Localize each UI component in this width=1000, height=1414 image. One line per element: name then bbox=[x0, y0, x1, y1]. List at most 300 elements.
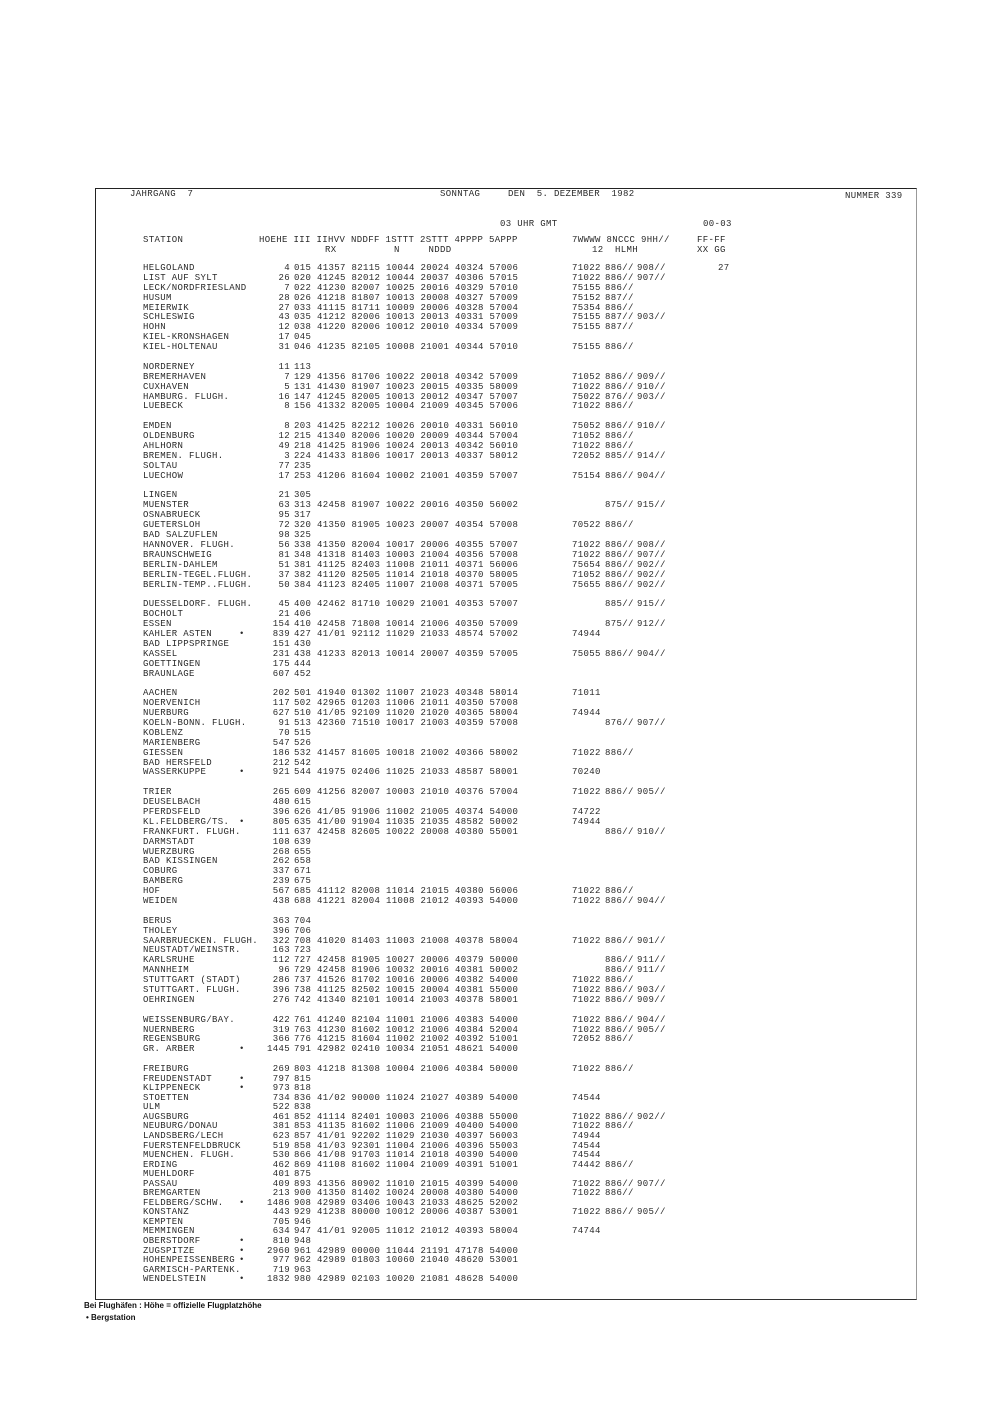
station-height: 396 bbox=[272, 985, 290, 996]
station-height: 2960 bbox=[266, 1245, 290, 1256]
mountain-marker: • bbox=[239, 816, 245, 827]
station-height: 438 bbox=[272, 896, 290, 906]
observation-groups: 452 bbox=[294, 668, 312, 679]
weather-group: 71022 bbox=[572, 272, 601, 283]
weather-group: 74722 bbox=[572, 806, 601, 817]
cloud-group: 886// bbox=[605, 401, 634, 412]
weather-group: 71022 bbox=[572, 1178, 601, 1189]
cloud-group: 886// bbox=[605, 579, 634, 590]
weather-group: 71022 bbox=[572, 747, 601, 758]
station-height: 202 bbox=[272, 688, 290, 699]
station-height: 49 bbox=[278, 441, 290, 452]
station-name: KARLSRUHE bbox=[143, 955, 195, 966]
station-name: HANNOVER. FLUGH. bbox=[143, 539, 236, 550]
station-name: KIEL-HOLTENAU bbox=[143, 342, 218, 353]
station-height: 239 bbox=[272, 876, 290, 887]
group-9: 907// bbox=[637, 549, 666, 560]
weather-group: 71022 bbox=[572, 975, 601, 986]
station-height: 96 bbox=[278, 965, 290, 976]
observation-groups: 929 41238 80000 10012 20006 40387 53001 bbox=[294, 1207, 519, 1218]
observation-groups: 542 bbox=[294, 757, 312, 768]
observation-groups: 026 41218 81807 10013 20008 40327 57009 bbox=[294, 292, 519, 303]
station-name: HOHN bbox=[143, 322, 167, 333]
station-name: BERLIN-DAHLEM bbox=[143, 559, 218, 570]
observation-groups: 501 41940 01302 11007 21023 40348 58014 bbox=[294, 688, 519, 699]
station-name: KAHLER ASTEN bbox=[143, 628, 213, 639]
station-name: HUSUM bbox=[143, 292, 172, 303]
station-name: MUENSTER bbox=[143, 500, 190, 511]
station-name: CUXHAVEN bbox=[143, 381, 190, 392]
group-9: 903// bbox=[637, 312, 666, 323]
wind-gust: 27 bbox=[718, 263, 730, 273]
mountain-marker: • bbox=[239, 1245, 245, 1256]
station-height: 461 bbox=[272, 1111, 290, 1122]
cloud-group: 886// bbox=[605, 431, 634, 442]
observation-groups: 033 41115 81711 10009 20006 40328 57004 bbox=[294, 302, 519, 313]
station-height: 27 bbox=[278, 302, 290, 313]
station-group bbox=[0, 491, 1000, 590]
station-height: 462 bbox=[272, 1159, 290, 1170]
station-height: 81 bbox=[278, 549, 290, 560]
cloud-group: 886// bbox=[605, 787, 634, 798]
group-9: 905// bbox=[637, 1207, 666, 1218]
group-9: 903// bbox=[637, 985, 666, 996]
mountain-marker: • bbox=[239, 1235, 245, 1246]
station-height: 108 bbox=[272, 836, 290, 847]
weather-group: 71022 bbox=[572, 381, 601, 392]
weather-group: 75022 bbox=[572, 391, 601, 402]
observation-groups: 727 42458 81905 10027 20006 40379 50000 bbox=[294, 955, 519, 966]
group-9: 910// bbox=[637, 826, 666, 837]
station-name: BREMERHAVEN bbox=[143, 371, 207, 382]
station-height: 319 bbox=[272, 1024, 290, 1035]
observation-groups: 708 41020 81403 11003 21008 40378 58004 bbox=[294, 935, 519, 946]
weather-group: 75654 bbox=[572, 559, 601, 570]
station-name: WASSERKUPPE bbox=[143, 767, 207, 778]
weather-group: 71022 bbox=[572, 441, 601, 452]
group-9: 915// bbox=[637, 500, 666, 511]
station-height: 43 bbox=[278, 312, 290, 323]
station-height: 530 bbox=[272, 1150, 290, 1161]
cloud-group: 886// bbox=[605, 955, 634, 966]
station-name: FUERSTENFELDBRUCK bbox=[143, 1140, 241, 1151]
station-name: TRIER bbox=[143, 787, 172, 798]
observation-groups: 815 bbox=[294, 1073, 312, 1084]
station-name: SOLTAU bbox=[143, 460, 178, 471]
station-height: 63 bbox=[278, 500, 290, 511]
column-header-wind-sub: XX GG bbox=[697, 245, 726, 255]
station-height: 21 bbox=[278, 609, 290, 620]
mountain-marker: • bbox=[239, 1255, 245, 1266]
station-name: HOF bbox=[143, 886, 161, 897]
weather-group: 71022 bbox=[572, 401, 601, 412]
weather-group: 75052 bbox=[572, 421, 601, 432]
station-name: OSNABRUECK bbox=[143, 510, 201, 521]
table-row bbox=[0, 768, 1000, 778]
group-9: 907// bbox=[637, 272, 666, 283]
mountain-marker: • bbox=[239, 1083, 245, 1094]
observation-groups: 706 bbox=[294, 925, 312, 936]
station-height: 28 bbox=[278, 292, 290, 303]
station-name: OLDENBURG bbox=[143, 431, 195, 442]
group-9: 912// bbox=[637, 619, 666, 630]
station-height: 21 bbox=[278, 490, 290, 501]
observation-groups: 235 bbox=[294, 460, 312, 471]
observation-groups: 544 41975 02406 11025 21033 48587 58001 bbox=[294, 767, 519, 778]
cloud-group: 887// bbox=[605, 292, 634, 303]
column-header-weather-sub: 12 HLMH bbox=[592, 245, 639, 255]
weather-group: 74944 bbox=[572, 708, 601, 719]
observation-groups: 791 42982 02410 10034 21051 48621 54000 bbox=[294, 1044, 519, 1055]
weather-group: 75155 bbox=[572, 312, 601, 323]
observation-groups: 852 41114 82401 10003 21006 40388 55000 bbox=[294, 1111, 519, 1122]
weather-group: 75152 bbox=[572, 292, 601, 303]
observation-groups: 961 42989 00000 11044 21191 47178 54000 bbox=[294, 1245, 519, 1256]
weather-group: 75154 bbox=[572, 470, 601, 481]
cloud-group: 885// bbox=[605, 450, 634, 461]
cloud-group: 886// bbox=[605, 1014, 634, 1025]
observation-groups: 947 41/01 92005 11012 21012 40393 58004 bbox=[294, 1226, 519, 1237]
station-name: LUECHOW bbox=[143, 470, 184, 481]
cloud-group: 886// bbox=[605, 302, 634, 313]
observation-groups: 320 41350 81905 10023 20007 40354 57008 bbox=[294, 520, 519, 531]
cloud-group: 886// bbox=[605, 520, 634, 531]
group-9: 909// bbox=[637, 371, 666, 382]
station-height: 4 bbox=[284, 263, 290, 273]
cloud-group: 886// bbox=[605, 1178, 634, 1189]
table-row bbox=[0, 1275, 1000, 1285]
observation-groups: 729 42458 81906 10032 20016 40381 50002 bbox=[294, 965, 519, 976]
observation-groups: 430 bbox=[294, 638, 312, 649]
station-name: KONSTANZ bbox=[143, 1207, 190, 1218]
cloud-group: 886// bbox=[605, 1064, 634, 1075]
station-height: 7 bbox=[284, 282, 290, 293]
station-height: 268 bbox=[272, 846, 290, 857]
station-height: 1832 bbox=[266, 1274, 290, 1285]
weather-group: 75155 bbox=[572, 282, 601, 293]
mountain-marker: • bbox=[239, 767, 245, 778]
station-name: SCHLESWIG bbox=[143, 312, 195, 323]
station-group bbox=[0, 788, 1000, 907]
station-height: 401 bbox=[272, 1169, 290, 1180]
station-name: BREMEN. FLUGH. bbox=[143, 450, 224, 461]
station-height: 212 bbox=[272, 757, 290, 768]
cloud-group: 886// bbox=[605, 975, 634, 986]
station-height: 98 bbox=[278, 530, 290, 541]
weather-group: 75354 bbox=[572, 302, 601, 313]
station-height: 95 bbox=[278, 510, 290, 521]
cloud-group: 886// bbox=[605, 935, 634, 946]
station-height: 269 bbox=[272, 1064, 290, 1075]
volume-label: JAHRGANG 7 bbox=[130, 189, 194, 199]
station-name: PASSAU bbox=[143, 1178, 178, 1189]
cloud-group: 886// bbox=[605, 886, 634, 897]
station-height: 17 bbox=[278, 470, 290, 481]
station-height: 286 bbox=[272, 975, 290, 986]
station-name: FREIBURG bbox=[143, 1064, 190, 1075]
station-height: 607 bbox=[272, 668, 290, 679]
station-name: FREUDENSTADT bbox=[143, 1073, 213, 1084]
observation-groups: 400 42462 81710 10029 21001 40353 57007 bbox=[294, 599, 519, 610]
weather-group: 74544 bbox=[572, 1150, 601, 1161]
station-name: BOCHOLT bbox=[143, 609, 184, 620]
observation-groups: 131 41430 81907 10023 20015 40335 58009 bbox=[294, 381, 519, 392]
observation-groups: 704 bbox=[294, 915, 312, 926]
group-9: 911// bbox=[637, 965, 666, 976]
station-group bbox=[0, 689, 1000, 778]
cloud-group: 886// bbox=[605, 1034, 634, 1045]
mountain-marker: • bbox=[239, 1274, 245, 1285]
station-name: BAMBERG bbox=[143, 876, 184, 887]
station-height: 567 bbox=[272, 886, 290, 897]
station-name: FRANKFURT. FLUGH. bbox=[143, 826, 241, 837]
station-height: 31 bbox=[278, 342, 290, 353]
table-row bbox=[0, 670, 1000, 680]
cloud-group: 886// bbox=[605, 470, 634, 481]
station-group bbox=[0, 363, 1000, 412]
observation-groups: 215 41340 82006 10020 20009 40344 57004 bbox=[294, 431, 519, 442]
station-height: 12 bbox=[278, 322, 290, 333]
observation-groups: 444 bbox=[294, 658, 312, 669]
station-height: 839 bbox=[272, 628, 290, 639]
station-name: KASSEL bbox=[143, 648, 178, 659]
observation-groups: 305 bbox=[294, 490, 312, 501]
weather-group: 72052 bbox=[572, 1034, 601, 1045]
observation-groups: 317 bbox=[294, 510, 312, 521]
station-height: 797 bbox=[272, 1073, 290, 1084]
observation-groups: 853 41135 81602 11006 21009 40400 54000 bbox=[294, 1121, 519, 1132]
station-height: 163 bbox=[272, 945, 290, 956]
group-9: 901// bbox=[637, 935, 666, 946]
station-name: BERLIN-TEGEL.FLUGH. bbox=[143, 569, 253, 580]
cloud-group: 886// bbox=[605, 272, 634, 283]
station-height: 522 bbox=[272, 1102, 290, 1113]
observation-groups: 113 bbox=[294, 361, 312, 372]
weekday-label: SONNTAG bbox=[440, 189, 481, 199]
station-name: REGENSBURG bbox=[143, 1034, 201, 1045]
station-height: 11 bbox=[278, 361, 290, 372]
station-name: DARMSTADT bbox=[143, 836, 195, 847]
column-header-main: HOEHE III IIHVV NDDFF 1STTT 2STTT 4PPPP 5APPP bbox=[259, 235, 518, 245]
weather-group: 71022 bbox=[572, 1111, 601, 1122]
observation-groups: 513 42360 71510 10017 21003 40359 57008 bbox=[294, 717, 519, 728]
weather-group: 71022 bbox=[572, 1014, 601, 1025]
group-9: 908// bbox=[637, 539, 666, 550]
cloud-group: 886// bbox=[605, 826, 634, 837]
observation-groups: 615 bbox=[294, 797, 312, 808]
weather-group: 71052 bbox=[572, 569, 601, 580]
observation-groups: 818 bbox=[294, 1083, 312, 1094]
group-9: 910// bbox=[637, 421, 666, 432]
observation-groups: 948 bbox=[294, 1235, 312, 1246]
observation-groups: 723 bbox=[294, 945, 312, 956]
table-row bbox=[0, 402, 1000, 412]
weather-group: 74944 bbox=[572, 628, 601, 639]
station-height: 396 bbox=[272, 925, 290, 936]
weather-group: 70522 bbox=[572, 520, 601, 531]
group-9: 904// bbox=[637, 896, 666, 906]
weather-group: 71022 bbox=[572, 1207, 601, 1218]
station-group bbox=[0, 422, 1000, 481]
station-name: MUENCHEN. FLUGH. bbox=[143, 1150, 236, 1161]
observation-groups: 035 41212 82006 10013 20013 40331 57009 bbox=[294, 312, 519, 323]
station-height: 72 bbox=[278, 520, 290, 531]
cloud-group: 886// bbox=[605, 1121, 634, 1132]
observation-groups: 338 41350 82004 10017 20006 40355 57007 bbox=[294, 539, 519, 550]
group-9: 902// bbox=[637, 579, 666, 590]
station-name: LUEBECK bbox=[143, 401, 184, 412]
station-name: ULM bbox=[143, 1102, 161, 1113]
station-name: THOLEY bbox=[143, 925, 178, 936]
observation-groups: 655 bbox=[294, 846, 312, 857]
weather-group: 71022 bbox=[572, 549, 601, 560]
observation-groups: 980 42989 02103 10020 21081 48628 54000 bbox=[294, 1274, 519, 1285]
table-row bbox=[0, 996, 1000, 1006]
station-height: 705 bbox=[272, 1216, 290, 1227]
station-height: 56 bbox=[278, 539, 290, 550]
station-height: 3 bbox=[284, 450, 290, 461]
weather-group: 74544 bbox=[572, 1140, 601, 1151]
station-name: BREMGARTEN bbox=[143, 1188, 201, 1199]
observation-groups: 866 41/08 91703 11014 21018 40390 54000 bbox=[294, 1150, 519, 1161]
station-name: GOETTINGEN bbox=[143, 658, 201, 669]
observation-groups: 658 bbox=[294, 856, 312, 867]
weather-group: 71022 bbox=[572, 1188, 601, 1199]
station-height: 443 bbox=[272, 1207, 290, 1218]
weather-group: 71052 bbox=[572, 431, 601, 442]
observation-groups: 502 42965 01203 11006 21011 40350 57008 bbox=[294, 698, 519, 709]
observation-groups: 685 41112 82008 11014 21015 40380 56006 bbox=[294, 886, 519, 897]
observation-groups: 875 bbox=[294, 1169, 312, 1180]
station-group bbox=[0, 917, 1000, 1006]
cloud-group: 886// bbox=[605, 896, 634, 906]
weather-group: 71022 bbox=[572, 985, 601, 996]
station-height: 363 bbox=[272, 915, 290, 926]
station-name: KIEL-KRONSHAGEN bbox=[143, 332, 230, 343]
station-name: MEIERWIK bbox=[143, 302, 190, 313]
station-name: AUGSBURG bbox=[143, 1111, 190, 1122]
cloud-group: 886// bbox=[605, 985, 634, 996]
group-9: 911// bbox=[637, 955, 666, 966]
observation-groups: 962 42989 01803 10060 21040 48620 53001 bbox=[294, 1255, 519, 1266]
station-name: FELDBERG/SCHW. bbox=[143, 1197, 224, 1208]
station-group bbox=[0, 1016, 1000, 1056]
observation-time: 03 UHR GMT bbox=[500, 219, 558, 229]
column-header-weather: 7WWWW 8NCCC 9HH// bbox=[572, 235, 670, 245]
station-height: 7 bbox=[284, 371, 290, 382]
station-name: GR. ARBER bbox=[143, 1044, 195, 1055]
observation-groups: 203 41425 82212 10026 20010 40331 56010 bbox=[294, 421, 519, 432]
station-name: MANNHEIM bbox=[143, 965, 190, 976]
station-name: KL.FELDBERG/TS. bbox=[143, 816, 230, 827]
station-name: BRAUNSCHWEIG bbox=[143, 549, 213, 560]
station-height: 422 bbox=[272, 1014, 290, 1025]
column-header-main-sub: RX N NDDD bbox=[325, 245, 452, 255]
station-height: 265 bbox=[272, 787, 290, 798]
station-height: 5 bbox=[284, 381, 290, 392]
station-name: MUEHLDORF bbox=[143, 1169, 195, 1180]
station-height: 396 bbox=[272, 806, 290, 817]
station-height: 111 bbox=[272, 826, 290, 837]
observation-groups: 637 42458 82605 10022 20008 40380 55001 bbox=[294, 826, 519, 837]
cloud-group: 886// bbox=[605, 282, 634, 293]
observation-groups: 406 bbox=[294, 609, 312, 620]
period-label: 00-03 bbox=[703, 219, 732, 229]
weather-group: 74944 bbox=[572, 1130, 601, 1141]
station-table bbox=[0, 264, 1000, 1295]
weather-group: 71022 bbox=[572, 994, 601, 1005]
station-name: NOERVENICH bbox=[143, 698, 201, 709]
station-name: ZUGSPITZE bbox=[143, 1245, 195, 1256]
footnote-airports: Bei Flughäfen : Höhe = offizielle Flugplatzhöhe bbox=[84, 1301, 262, 1310]
station-name: LINGEN bbox=[143, 490, 178, 501]
observation-groups: 688 41221 82004 11008 21012 40393 54000 bbox=[294, 896, 519, 906]
table-row bbox=[0, 472, 1000, 482]
observation-groups: 381 41125 82403 11008 21011 40371 56006 bbox=[294, 559, 519, 570]
observation-groups: 438 41233 82013 10014 20007 40359 57005 bbox=[294, 648, 519, 659]
station-height: 480 bbox=[272, 797, 290, 808]
cloud-group: 876// bbox=[605, 391, 634, 402]
weather-group: 71022 bbox=[572, 1064, 601, 1075]
station-group bbox=[0, 1065, 1000, 1285]
station-name: BAD HERSFELD bbox=[143, 757, 213, 768]
observation-groups: 218 41425 81906 10024 20013 40342 56010 bbox=[294, 441, 519, 452]
observation-groups: 129 41356 81706 10022 20018 40342 57009 bbox=[294, 371, 519, 382]
group-9: 904// bbox=[637, 1014, 666, 1025]
station-height: 91 bbox=[278, 717, 290, 728]
station-name: OBERSTDORF bbox=[143, 1235, 201, 1246]
mountain-marker: • bbox=[239, 628, 245, 639]
station-height: 337 bbox=[272, 866, 290, 877]
cloud-group: 886// bbox=[605, 342, 634, 353]
station-height: 921 bbox=[272, 767, 290, 778]
cloud-group: 876// bbox=[605, 717, 634, 728]
observation-groups: 045 bbox=[294, 332, 312, 343]
station-name: KOBLENZ bbox=[143, 727, 184, 738]
observation-groups: 838 bbox=[294, 1102, 312, 1113]
station-height: 262 bbox=[272, 856, 290, 867]
group-9: 902// bbox=[637, 569, 666, 580]
column-header-wind: FF-FF bbox=[697, 235, 726, 245]
station-name: LECK/NORDFRIESLAND bbox=[143, 282, 247, 293]
station-name: GIESSEN bbox=[143, 747, 184, 758]
issue-number: NUMMER 339 bbox=[845, 191, 903, 201]
observation-groups: 515 bbox=[294, 727, 312, 738]
observation-groups: 742 41340 82101 10014 21003 40378 58001 bbox=[294, 994, 519, 1005]
station-name: GUETERSLOH bbox=[143, 520, 201, 531]
station-name: PFERDSFELD bbox=[143, 806, 201, 817]
station-name: WEISSENBURG/BAY. bbox=[143, 1014, 236, 1025]
cloud-group: 886// bbox=[605, 371, 634, 382]
weather-group: 71011 bbox=[572, 688, 601, 699]
weather-group: 71022 bbox=[572, 935, 601, 946]
station-name: GARMISCH-PARTENK. bbox=[143, 1264, 241, 1275]
observation-groups: 675 bbox=[294, 876, 312, 887]
observation-groups: 946 bbox=[294, 1216, 312, 1227]
station-group bbox=[0, 600, 1000, 679]
cloud-group: 886// bbox=[605, 1188, 634, 1199]
observation-groups: 022 41230 82007 10025 20016 40329 57010 bbox=[294, 282, 519, 293]
cloud-group: 886// bbox=[605, 648, 634, 659]
mountain-marker: • bbox=[239, 1044, 245, 1055]
station-name: MEMMINGEN bbox=[143, 1226, 195, 1237]
station-height: 26 bbox=[278, 272, 290, 283]
station-height: 151 bbox=[272, 638, 290, 649]
station-height: 623 bbox=[272, 1130, 290, 1141]
station-height: 627 bbox=[272, 708, 290, 719]
observation-groups: 313 42458 81907 10022 20016 40350 56002 bbox=[294, 500, 519, 511]
station-height: 154 bbox=[272, 619, 290, 630]
